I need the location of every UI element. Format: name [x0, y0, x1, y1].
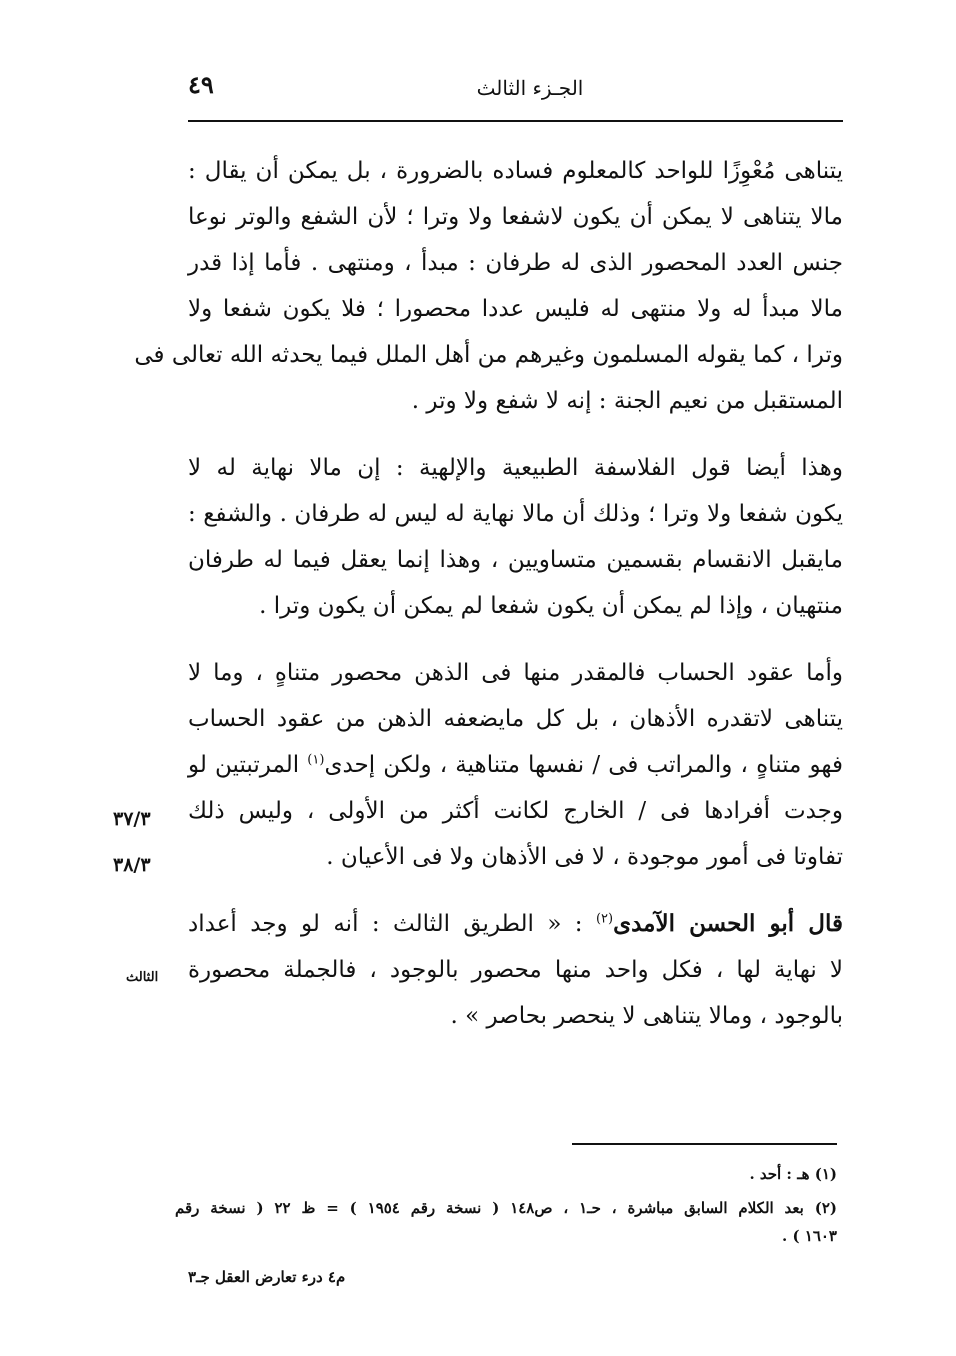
paragraph-1: [134, 148, 843, 424]
margin-label-third: الثالث: [126, 970, 159, 985]
text-line: وأما عقود الحساب فالمقدر منها فى الذهن محصور متناهٍ ، وما لا: [188, 660, 843, 686]
main-text: [134, 148, 843, 1039]
running-header-title: الجـزء الثالث: [476, 76, 584, 100]
text-line: جنس العدد المحصور الذى له طرفان : مبدأ ، ومنتهى . فأما إذا قدر: [188, 250, 843, 276]
margin-ref-37-3: ٣٧/٣: [113, 808, 151, 830]
text-line: تفاوتا فى أمور موجودة ، لا فى الأذهان ولا فى الأعيان .: [326, 844, 843, 870]
signature-mark: م٤ درء تعارض العقل جـ٣: [188, 1268, 346, 1286]
text-line: المستقبل من نعيم الجنة : إنه لا شفع ولا وتر .: [411, 388, 843, 414]
text-line: وترا ، كما يقوله المسلمون وغيرهم من أهل الملل فيما يحدثه الله تعالى فى: [134, 342, 843, 368]
margin-ref-38-3: ٣٨/٣: [113, 854, 151, 876]
paragraph-4: [188, 901, 843, 1039]
text-line: مايقبل الانقسام بقسمين متساويين ، وهذا إنما يعقل فيما له طرفان: [188, 547, 843, 573]
text-line: منتهيان ، وإذا لم يمكن أن يكون شفعا لم يمكن أن يكون وترا .: [259, 593, 843, 619]
text-line: [188, 901, 843, 947]
text-line: [188, 742, 843, 788]
footnote-ref-2[interactable]: (٢): [595, 911, 614, 927]
text-run: المرتبتين لو: [188, 752, 308, 778]
footnote-2-continued: ١٦٠٣ ) .: [782, 1227, 837, 1245]
paragraph-2: [188, 445, 843, 629]
text-line: وجدت أفرادها فى / الخارج لكانت أكثر من الأولى ، وليس ذلك: [188, 798, 843, 824]
text-line: وهذا أيضا قول الفلاسفة الطبيعية والإلهية : إن مالا نهاية له لا: [188, 455, 843, 481]
page-number: ٤٩: [188, 70, 214, 99]
footnote-2: (٢) بعد الكلام السابق مباشرة ، حـ١ ، ص١٤٨ ( نسخة رقم ١٩٥٤ ) = ظ ٢٢ ( نسخة رقم: [175, 1199, 837, 1217]
text-line: لا نهاية لها ، فكل واحد منها محصور بالوجود ، فالجملة محصورة: [188, 957, 843, 983]
text-line: مالا يتناهى لا يمكن أن يكون لاشفعا ولا وترا ؛ لأن الشفع والوتر نوعا: [188, 204, 843, 230]
text-line: يتناهى مُعْوِزًا للواحد كالمعلوم فساده بالضرورة ، بل يمكن أن يقال :: [188, 158, 843, 184]
text-run: فهو متناهٍ ، والمراتب فى / نفسها متناهية ، ولكن إحدى: [324, 752, 843, 778]
footnote-1: (١) هـ : أحد .: [749, 1165, 837, 1183]
quoted-author: قال أبو الحسن الآمدى: [613, 910, 843, 937]
text-line: يتناهى لاتقدره الأذهان ، بل كل مايضعفه الذهن من عقود الحساب: [188, 706, 843, 732]
footnotes: [175, 1160, 837, 1250]
text-run: : « الطريق الثالث : أنه لو وجد أعداد: [188, 911, 596, 937]
footnote-ref-1[interactable]: (١): [307, 752, 325, 768]
paragraph-3: [188, 650, 843, 880]
footnote-divider: [572, 1143, 837, 1145]
text-line: بالوجود ، ومالا يتناهى لا ينحصر بحاصر » .: [450, 1003, 843, 1029]
text-line: مالا مبدأ له ولا منتهى له فليس عددا محصورا ؛ فلا يكون شفعا ولا: [188, 296, 843, 322]
text-line: يكون شفعا ولا وترا ؛ وذلك أن مالا نهاية له ليس له طرفان . والشفع :: [188, 501, 843, 527]
header-divider: [188, 120, 843, 122]
